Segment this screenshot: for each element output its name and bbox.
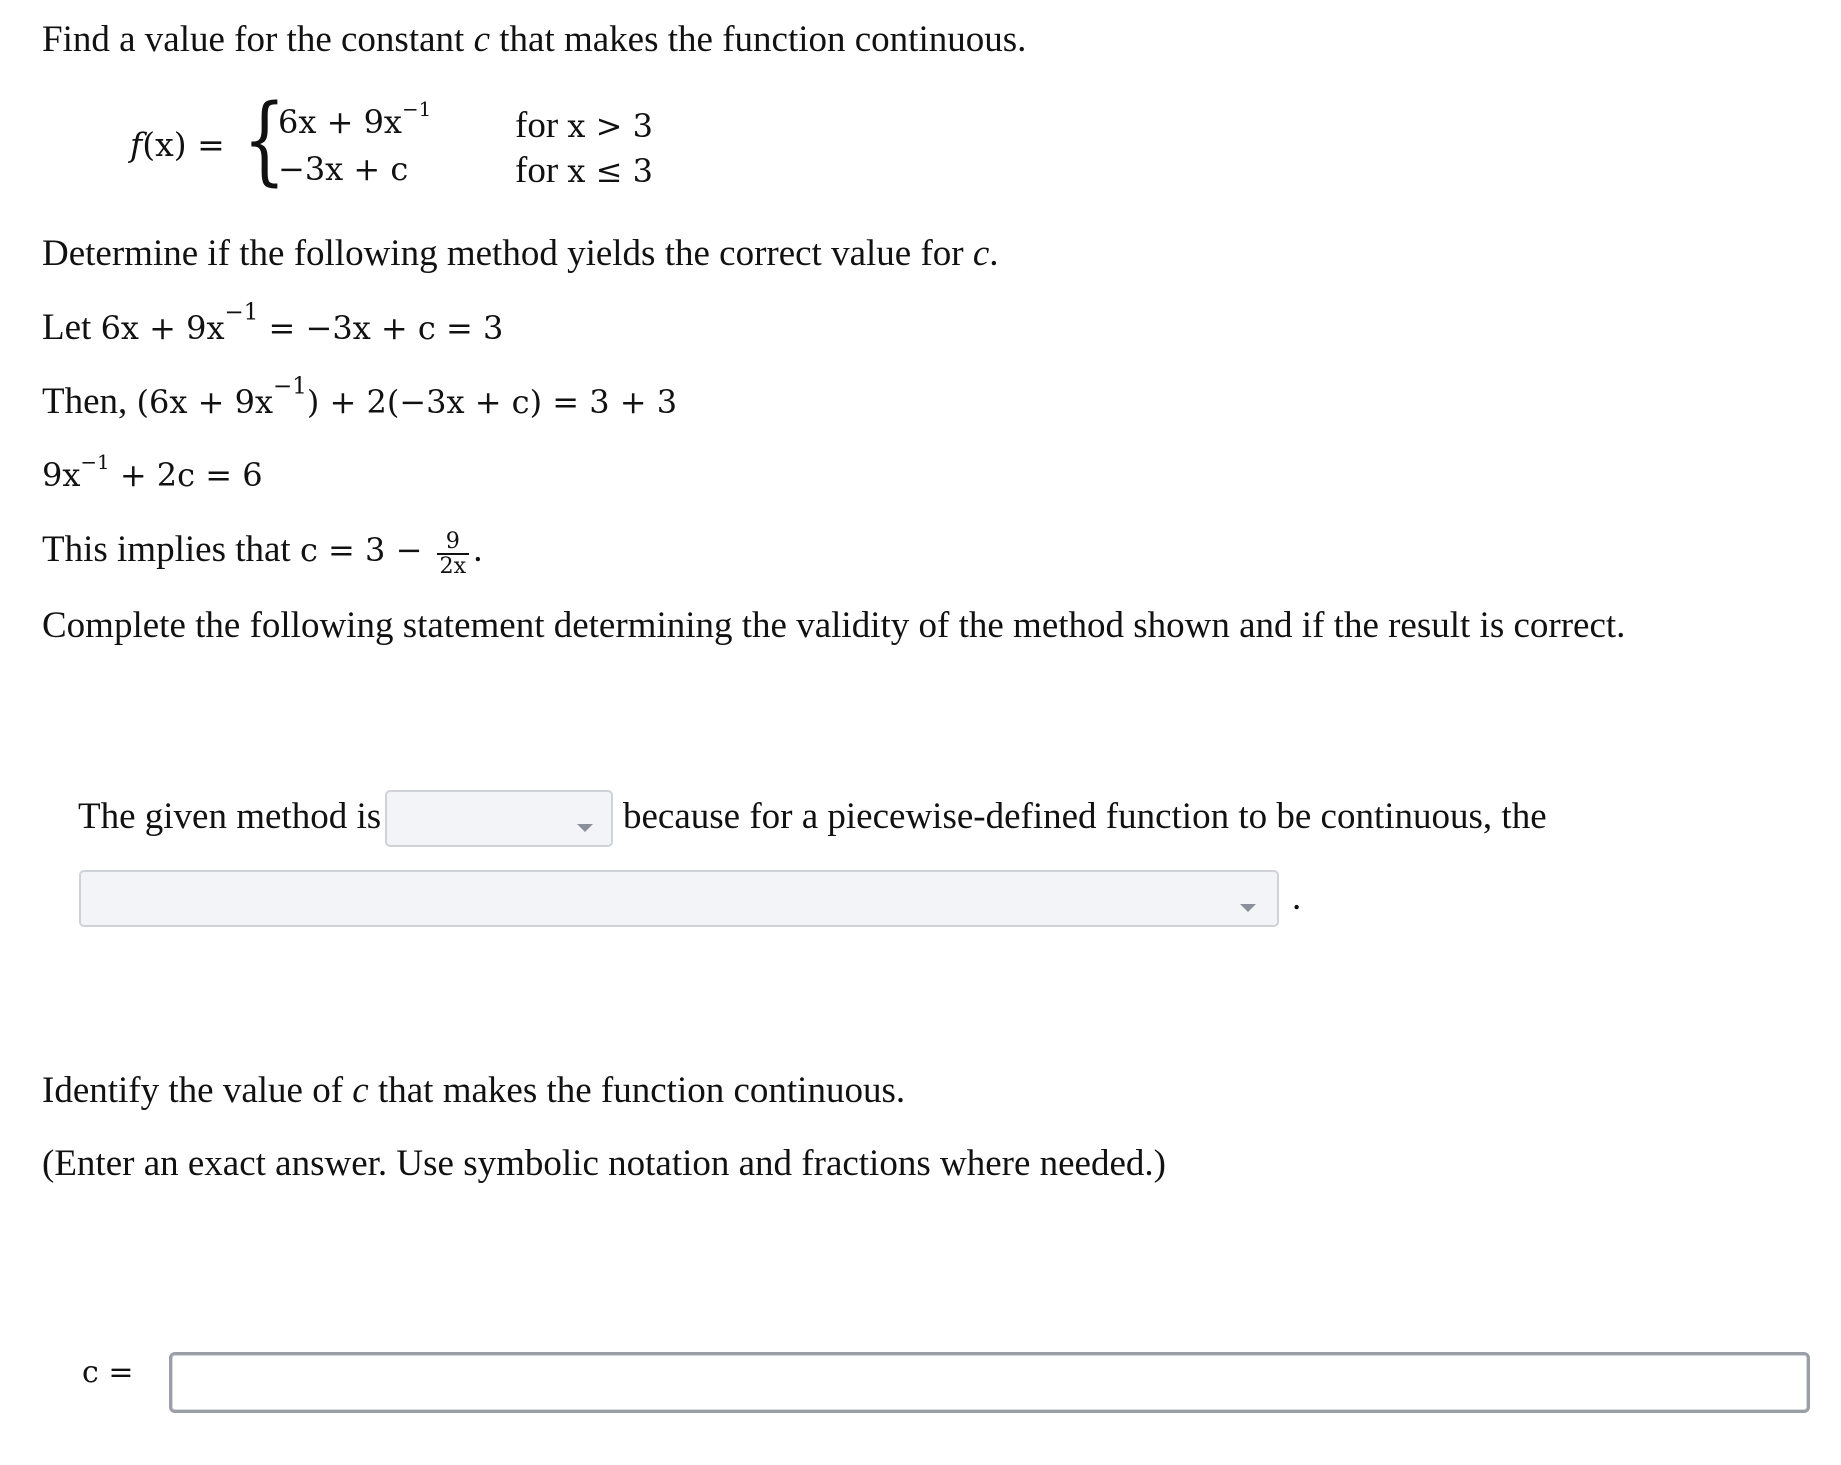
case1-condition: for x > 3 <box>515 105 653 146</box>
case2-expression: −3x + c <box>278 150 409 188</box>
answer-c-input[interactable] <box>169 1352 1810 1413</box>
method-validity-select[interactable] <box>385 790 613 847</box>
function-lhs: f(x) = <box>130 125 225 164</box>
fraction-9-over-2x: $\frac{9}{2x}$ <box>437 530 470 579</box>
chevron-down-icon <box>1240 904 1256 912</box>
statement-period: . <box>1292 877 1302 918</box>
statement-before-select: The given method is <box>78 796 382 837</box>
answer-label: c = <box>82 1355 134 1390</box>
identify-text: Identify the value of c that makes the function continuous. <box>42 1070 906 1111</box>
intro-text: Find a value for the constant c that makes the function continuous. <box>42 19 1027 60</box>
step-simplified: $9x^{-1} + 2c = 6$ <box>42 451 263 494</box>
step-implies: This implies that c = 3 − $\frac{9}{2x}$ . <box>42 527 483 580</box>
complete-statement-text: Complete the following statement determining the validity of the method shown and if the result is correct. <box>42 605 1626 646</box>
instructions-text: (Enter an exact answer. Use symbolic notation and fractions where needed.) <box>42 1143 1166 1184</box>
continuity-reason-select[interactable] <box>79 870 1279 927</box>
determine-text: Determine if the following method yields the correct value for c. <box>42 233 999 274</box>
case2-condition: for x ≤ 3 <box>515 150 653 191</box>
chevron-down-icon <box>577 824 593 832</box>
left-brace: { <box>243 84 286 196</box>
step-let: Let $6x + 9x^{-1} = -3x + c = 3$ <box>42 299 504 348</box>
step-then: Then, $(6x + 9x^{-1}) + 2(-3x + c) = 3 + 3$ <box>42 373 678 422</box>
case1-expression: $6x + 9x^{-1}$ <box>278 98 432 141</box>
statement-after-select: because for a piecewise-defined function to be continuous, the <box>623 796 1547 837</box>
